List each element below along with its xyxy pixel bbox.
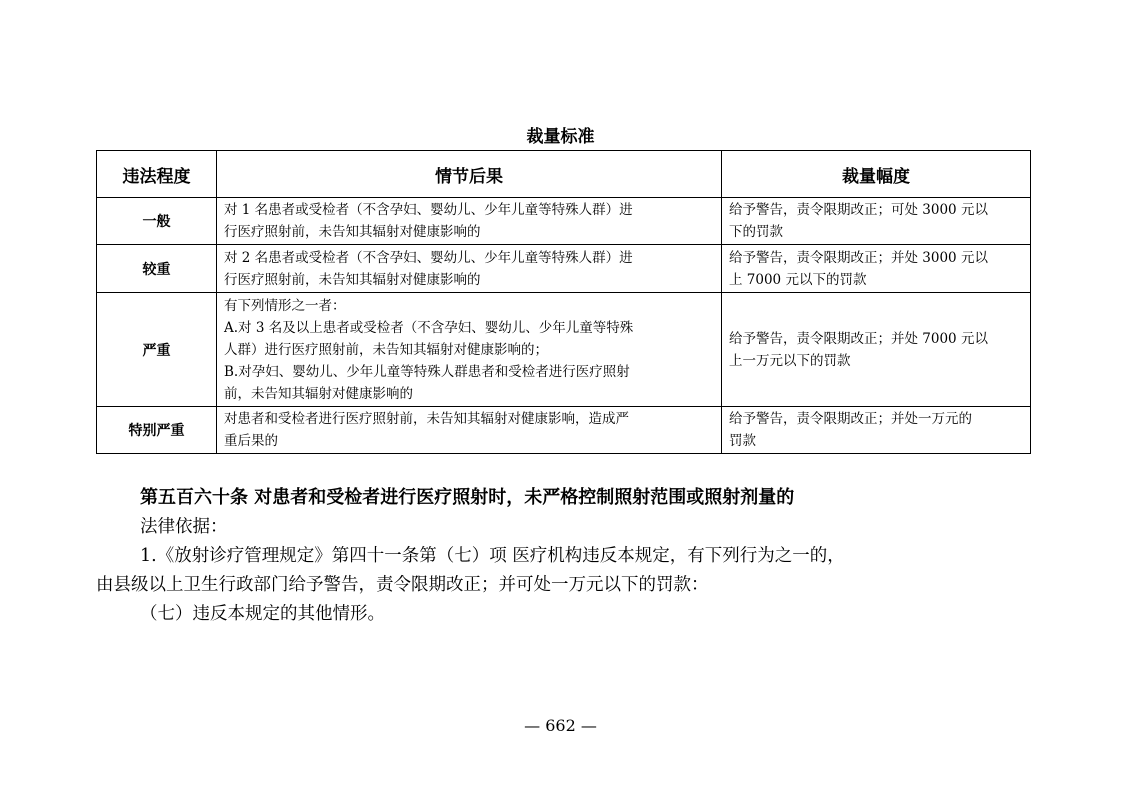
basis-line-2: 由县级以上卫生行政部门给予警告，责令限期改正；并可处一万元以下的罚款： xyxy=(96,575,709,595)
level-cell: 一般 xyxy=(97,198,217,245)
level-cell: 特别严重 xyxy=(97,407,217,454)
facts-cell xyxy=(217,293,722,407)
page-number: — 662 — xyxy=(524,716,597,735)
basis-line-1: 1.《放射诊疗管理规定》第四十一条第（七）项 医疗机构违反本规定，有下列行为之一的， xyxy=(140,546,845,566)
facts-line: 对 1 名患者或受检者（不含孕妇、婴幼儿、少年儿童等特殊人群）进 xyxy=(224,202,633,218)
table-row xyxy=(97,198,1031,245)
table-header-row xyxy=(97,151,1031,198)
facts-line: A.对 3 名及以上患者或受检者（不含孕妇、婴幼儿、少年儿童等特殊 xyxy=(224,319,634,336)
penalty-cell xyxy=(722,293,1031,407)
facts-line: 有下列情形之一者： xyxy=(224,297,346,314)
table-row xyxy=(97,407,1031,454)
penalty-line: 上一万元以下的罚款 xyxy=(729,352,851,369)
penalty-line: 下的罚款 xyxy=(729,224,783,240)
penalty-line: 上 7000 元以下的罚款 xyxy=(729,271,867,288)
penalty-line: 给予警告，责令限期改正；并处 7000 元以 xyxy=(729,330,988,347)
penalty-line: 给予警告，责令限期改正；并处 3000 元以 xyxy=(729,249,988,266)
header-facts: 情节后果 xyxy=(217,151,722,198)
article-heading: 第五百六十条 对患者和受检者进行医疗照射时，未严格控制照射范围或照射剂量的 xyxy=(140,487,795,508)
standards-table xyxy=(96,150,1031,454)
table-row xyxy=(97,245,1031,293)
legal-basis-label: 法律依据： xyxy=(140,517,228,537)
header-level: 违法程度 xyxy=(97,151,217,198)
facts-line: 对患者和受检者进行医疗照射前，未告知其辐射对健康影响，造成严 xyxy=(224,411,629,427)
basis-item: （七）违反本规定的其他情形。 xyxy=(140,604,385,624)
penalty-cell xyxy=(722,245,1031,293)
penalty-line: 给予警告，责令限期改正；并处一万元的 xyxy=(729,411,972,427)
penalty-line: 罚款 xyxy=(729,433,756,449)
facts-line: 对 2 名患者或受检者（不含孕妇、婴幼儿、少年儿童等特殊人群）进 xyxy=(224,249,633,266)
table-title: 裁量标准 xyxy=(526,127,595,147)
facts-line: 人群）进行医疗照射前，未告知其辐射对健康影响的； xyxy=(224,341,548,358)
facts-line: 行医疗照射前，未告知其辐射对健康影响的 xyxy=(224,271,481,288)
facts-line: 前，未告知其辐射对健康影响的 xyxy=(224,385,413,402)
penalty-line: 给予警告，责令限期改正；可处 3000 元以 xyxy=(729,202,988,218)
facts-cell xyxy=(217,407,722,454)
facts-line: B.对孕妇、婴幼儿、少年儿童等特殊人群患者和受检者进行医疗照射 xyxy=(224,363,630,380)
table-row xyxy=(97,293,1031,407)
facts-line: 重后果的 xyxy=(224,433,278,449)
facts-line: 行医疗照射前，未告知其辐射对健康影响的 xyxy=(224,224,481,240)
level-cell: 严重 xyxy=(97,293,217,407)
level-cell: 较重 xyxy=(97,245,217,293)
facts-cell xyxy=(217,245,722,293)
header-penalty: 裁量幅度 xyxy=(722,151,1031,198)
penalty-cell xyxy=(722,407,1031,454)
facts-cell xyxy=(217,198,722,245)
penalty-cell xyxy=(722,198,1031,245)
